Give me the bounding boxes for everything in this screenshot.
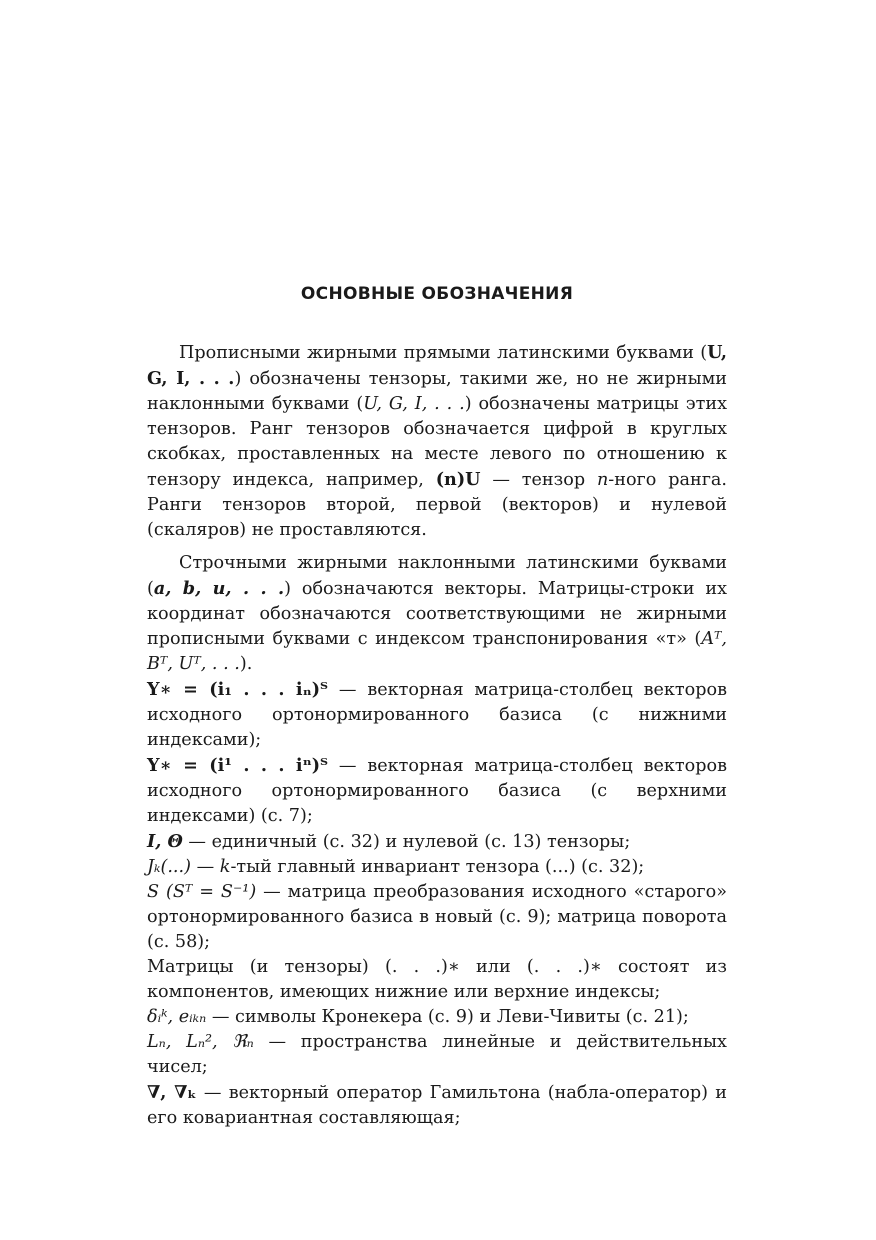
item9-symbol: ∇, ∇ₖ (147, 1082, 197, 1103)
item6-text-c: состоят из компонентов, имеющих нижние или верхние индексы; (147, 957, 727, 1002)
list-item (147, 677, 727, 753)
item1-symbol: Υ∗ = (i₁ . . . iₙ)ᵀ (147, 679, 329, 700)
body-text (147, 340, 727, 1131)
item8-text: — пространства линейные и действительных чисел; (147, 1032, 727, 1077)
p2-text-a: Строчными жирными наклонными латинскими буквами ( (147, 553, 727, 599)
item3-symbol: I, Θ (147, 831, 183, 852)
item7-symbol: δᵢᵏ, eᵢₖₙ (147, 1007, 207, 1027)
p1-sym-n: n (596, 470, 609, 490)
item4-text-a: — (190, 857, 220, 877)
item2-text: — векторная матрица-столбец векторов исходного ортонормированного базиса (с верхними индексами) (с. 7); (147, 756, 727, 826)
paragraph-tensors (147, 340, 727, 543)
list-item (147, 753, 727, 829)
list-item (147, 829, 727, 855)
list-item (147, 880, 727, 955)
item4-text-b: -тый главный инвариант тензора (...) (с. 32); (230, 857, 645, 877)
p1-sym-rank-tensor: (n)U (435, 469, 481, 490)
p2-sym-vectors: a, b, u, . . . (153, 578, 285, 599)
list-item (147, 955, 727, 1005)
item8-symbol: Lₙ, Lₙ², ℜₙ (147, 1032, 254, 1052)
item4-k: k (219, 857, 231, 877)
p1-text-b: ) обозначены тензоры, такими же, но не жирными наклонными буквами ( (147, 369, 727, 414)
p2-text-c: ). (239, 654, 253, 674)
item4-symbol: Jₖ(...) (147, 857, 191, 877)
p1-text-e: -ного ранга. Ранги тензоров второй, первой (векторов) и нулевой (скаляров) не проставляются. (147, 470, 727, 540)
p1-sym-bold-tensors: U, G, I, . . . (147, 342, 727, 389)
list-item (147, 1005, 727, 1030)
item6-symbol-upper: (. . .)∗ (526, 957, 602, 977)
item6-text-a: Матрицы (и тензоры) (147, 957, 385, 977)
p1-text-a: Прописными жирными прямыми латинскими буквами ( (179, 343, 708, 363)
p1-text-c: ) обозначены матрицы этих тензоров. Ранг тензоров обозначается цифрой в круглых скобках, проставленных на месте левого по отношению к тензору индекса, например, (147, 394, 727, 490)
p2-sym-transposed: Aᵀ, Bᵀ, Uᵀ, . . . (147, 629, 727, 674)
item3-text: — единичный (с. 32) и нулевой (с. 13) тензоры; (182, 832, 631, 852)
page-title: ОСНОВНЫЕ ОБОЗНАЧЕНИЯ (300, 284, 574, 304)
item7-text: — символы Кронекера (с. 9) и Леви-Чивиты (с. 21); (206, 1007, 689, 1027)
list-item (147, 855, 727, 880)
paragraph-vectors (147, 551, 727, 677)
p1-sym-matrices: U, G, I, . . . (363, 394, 465, 414)
list-item (147, 1080, 727, 1131)
item6-text-b: или (459, 957, 527, 977)
p2-text-b: ) обозначаются векторы. Матрицы-строки их координат обозначаются соответствующими не жирными прописными буквами с индексом транспонирования «т» ( (147, 579, 727, 649)
list-item (147, 1030, 727, 1080)
item5-symbol: S (Sᵀ = S⁻¹) (147, 882, 257, 902)
p1-text-d: — тензор (480, 470, 597, 490)
item9-text: — векторный оператор Гамильтона (набла-оператор) и его ковариантная составляющая; (147, 1083, 727, 1128)
item6-symbol-lower: (. . .)∗ (384, 957, 460, 977)
item2-symbol: Υ∗ = (i¹ . . . iⁿ)ᵀ (147, 755, 329, 776)
item5-text: — матрица преобразования исходного «старого» ортонормированного базиса в новый (с. 9); матрица поворота (с. 58); (147, 882, 727, 952)
item1-text: — векторная матрица-столбец векторов исходного ортонормированного базиса (с нижними индексами); (147, 680, 727, 750)
